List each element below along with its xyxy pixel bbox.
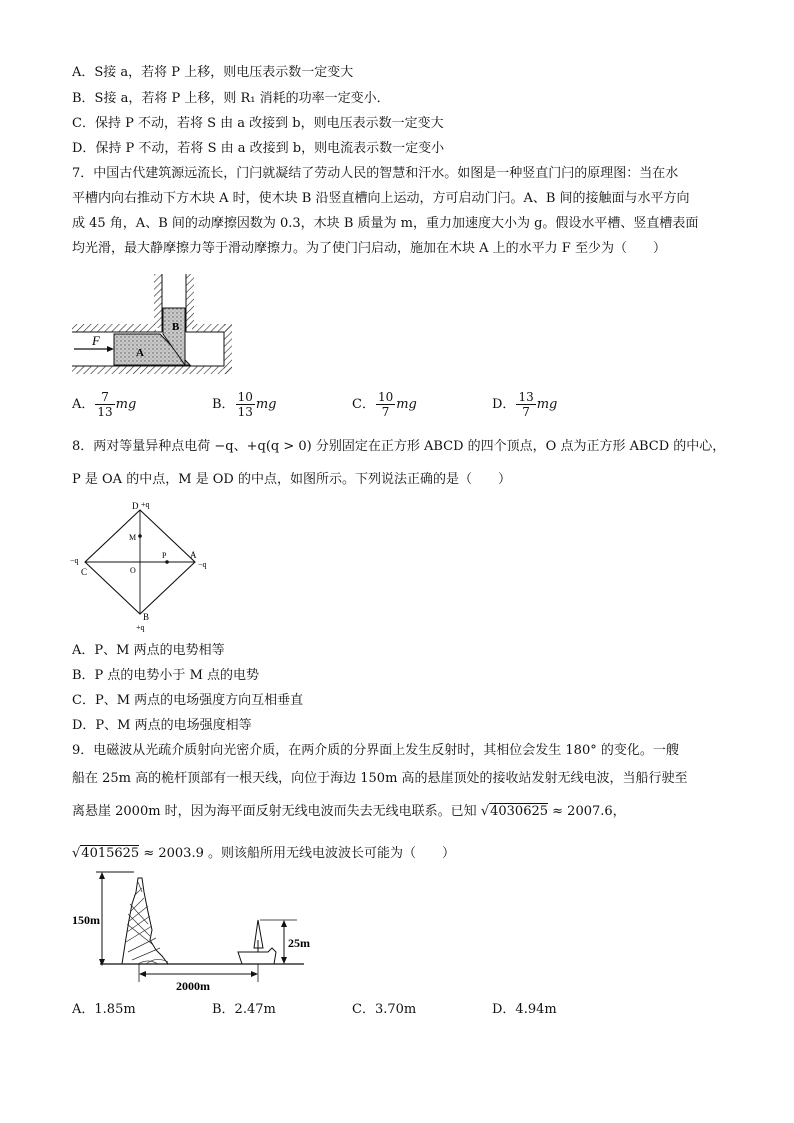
q9-stem-line4: √4015625 ≈ 2003.9 。则该船所用无线电波波长可能为（ ） — [72, 846, 455, 861]
point-p-label: P — [162, 551, 167, 560]
q9-option-b: B．2.47m — [212, 1002, 276, 1017]
force-label: F — [92, 333, 100, 348]
vertex-b-label: B — [143, 612, 150, 622]
q7-stem-line1: 7．中国古代建筑源远流长，门闩就凝结了劳动人民的智慧和汗水。如图是一种竖直门闩的原理图：当在水 — [72, 166, 679, 181]
distance-label: 2000m — [176, 979, 210, 993]
q9-stem-line3: 离悬崖 2000m 时，因为海平面反射无线电波而失去无线电联系。已知 √4030625 ≈ 2007.6， — [72, 804, 626, 819]
q7-stem-line2: 平槽内向右推动下方木块 A 时，使木块 B 沿竖直槽向上运动，方可启动门闩。A、B 间的接触面与水平方向 — [72, 191, 690, 206]
vertex-c-label: C — [81, 567, 88, 577]
q6-option-d: D．保持 P 不动，若将 S 由 a 改接到 b，则电流表示数一定变小 — [72, 141, 445, 156]
q9-stem-line1: 9．电磁波从光疏介质射向光密介质，在两介质的分界面上发生反射时，其相位会发生 180° 的变化。一艘 — [72, 743, 679, 758]
q7-option-b: B． $\frac{10}{13}$ mg — [212, 390, 277, 419]
q6-option-c: C．保持 P 不动，若将 S 由 a 改接到 b，则电压表示数一定变大 — [72, 116, 444, 131]
block-b-label: B — [172, 321, 180, 333]
q7-option-d: D． $\frac{13}{7}$ mg — [492, 390, 558, 419]
q7-option-c: C． $\frac{10}{7}$ mg — [352, 390, 417, 419]
q9-option-c: C．3.70m — [352, 1002, 417, 1017]
cliff-height-label: 150m — [72, 913, 100, 927]
charge-minus-q-left: −q — [70, 556, 79, 565]
q7-figure-latch — [72, 272, 237, 377]
point-m-label: M — [129, 533, 137, 542]
mast-height-label: 25m — [288, 936, 310, 950]
q8-option-a: A．P、M 两点的电势相等 — [72, 643, 225, 658]
q7-stem-line4: 均光滑，最大静摩擦力等于滑动摩擦力。为了使门闩启动，施加在木块 A 上的水平力 F 至少为（ ） — [72, 241, 666, 256]
q9-option-d: D．4.94m — [492, 1002, 557, 1017]
block-a-label: A — [136, 347, 144, 359]
q8-stem-line1: 8．两对等量异种点电荷 −q、+q(q > 0) 分别固定在正方形 ABCD 的四个顶点，O 点为正方形 ABCD 的中心， — [72, 439, 726, 454]
q9-figure-cliff-ship — [72, 868, 312, 998]
q6-option-b: B．S接 a，若将 P 上移，则 R₁ 消耗的功率一定变小． — [72, 91, 390, 106]
ship — [238, 948, 276, 964]
charge-plus-q-bottom: +q — [136, 623, 145, 632]
q8-stem-line2: P 是 OA 的中点，M 是 OD 的中点，如图所示。下列说法正确的是（ ） — [72, 472, 511, 487]
charge-plus-q-top: +q — [141, 500, 150, 509]
q7-option-a: A． $\frac{7}{13}$ mg — [72, 390, 137, 419]
center-o-label: O — [130, 566, 136, 575]
charge-minus-q-right: −q — [198, 560, 207, 569]
q8-option-d: D．P、M 两点的电场强度相等 — [72, 718, 252, 733]
q8-option-c: C．P、M 两点的电场强度方向互相垂直 — [72, 693, 304, 708]
vertex-d-label: D — [132, 501, 139, 511]
q7-stem-line3: 成 45 角，A、B 间的动摩擦因数为 0.3，木块 B 质量为 m，重力加速度大小为 g。假设水平槽、竖直槽表面 — [72, 216, 699, 231]
q8-figure-square-charges — [70, 500, 220, 640]
q6-option-a: A．S接 a，若将 P 上移，则电压表示数一定变大 — [72, 65, 354, 80]
q8-option-b: B．P 点的电势小于 M 点的电势 — [72, 668, 260, 683]
vertex-a-label: A — [190, 550, 197, 560]
q9-stem-line2: 船在 25m 高的桅杆顶部有一根天线，向位于海边 150m 高的悬崖顶处的接收站发射无线电波，当船行驶至 — [72, 771, 688, 786]
q9-option-a: A．1.85m — [72, 1002, 136, 1017]
